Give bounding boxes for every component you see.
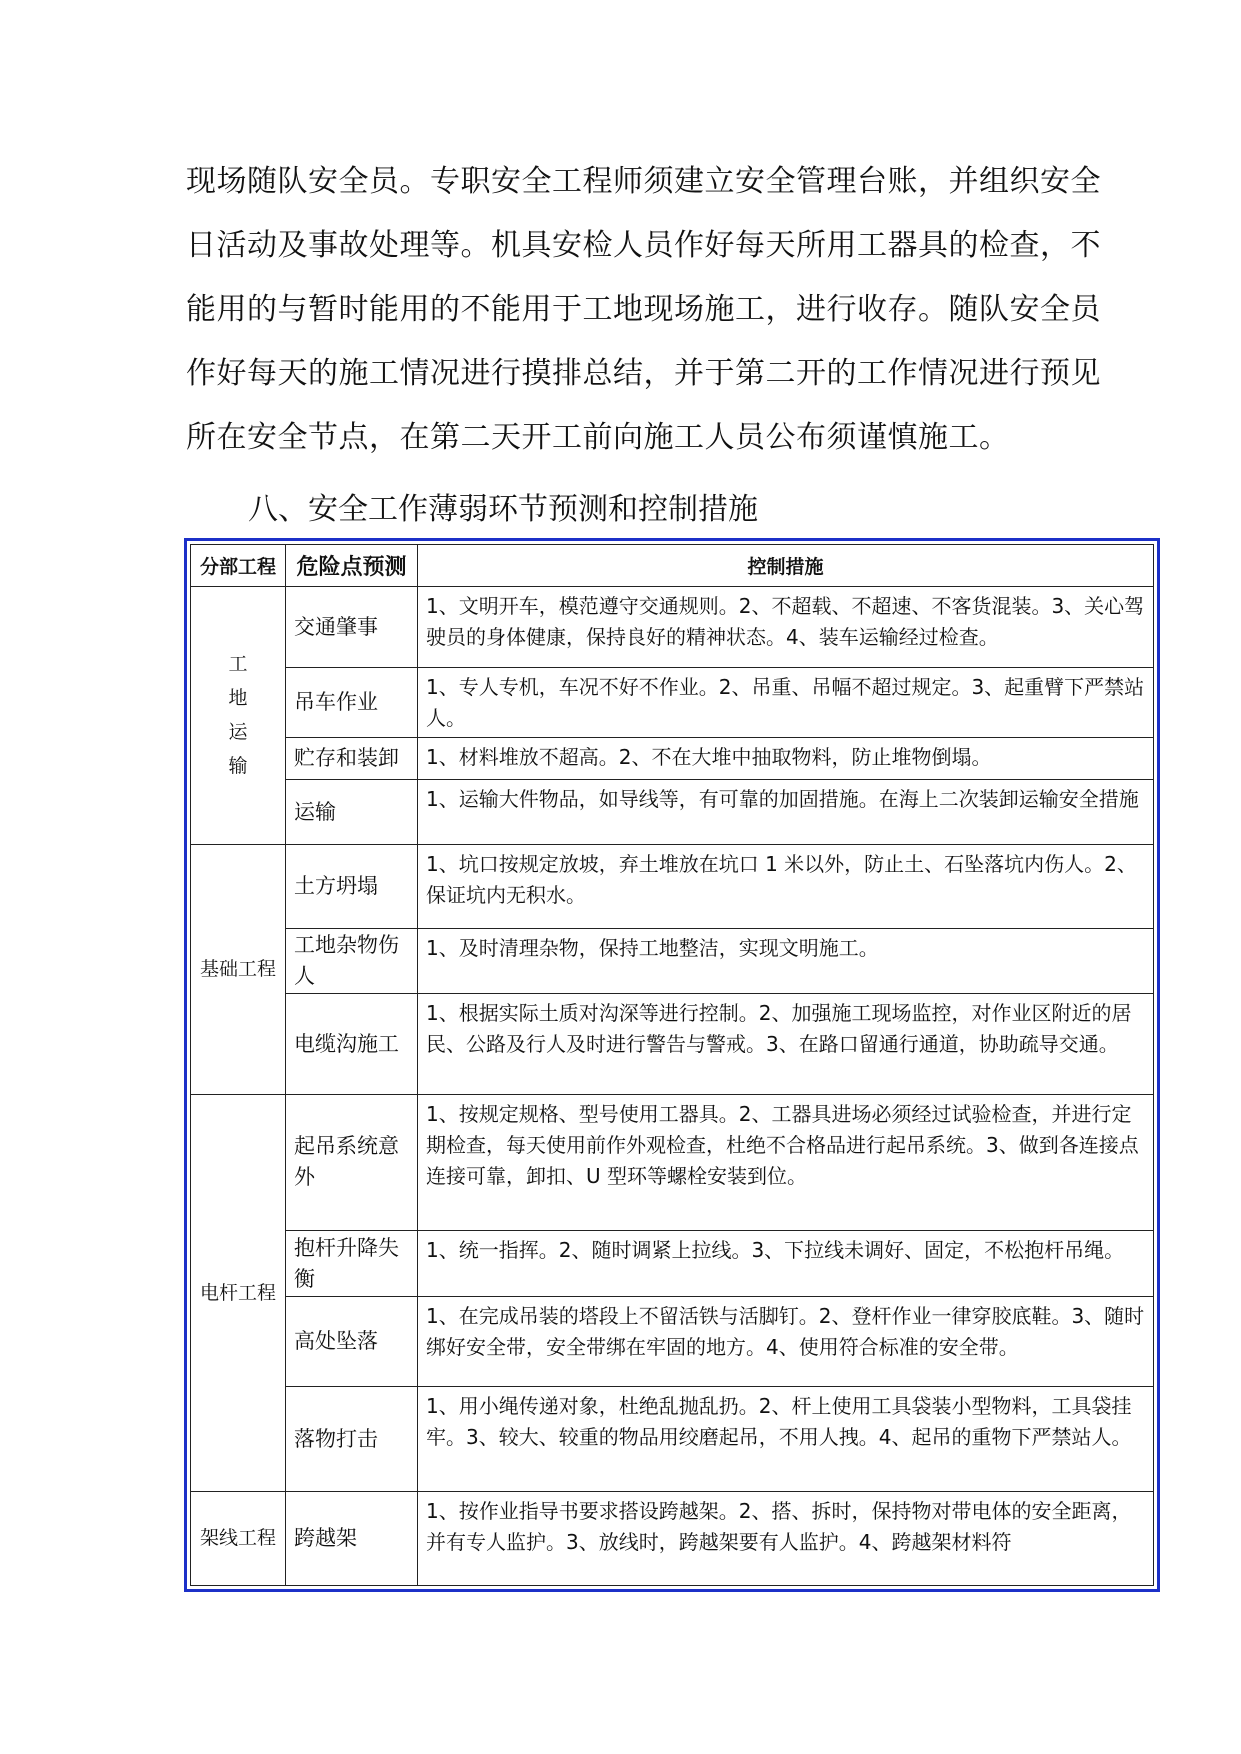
table-row — [191, 668, 1154, 738]
section-char: 地 — [228, 687, 248, 710]
section-cell: 电杆工程 — [191, 1094, 286, 1491]
header-measures: 控制措施 — [418, 545, 1154, 587]
intro-line: 作好每天的施工情况进行摸排总结，并于第二开的工作情况进行预见 — [186, 356, 1101, 391]
table-row — [191, 586, 1154, 668]
table-row — [191, 780, 1154, 845]
hazard-cell: 抱杆升降失衡 — [286, 1230, 418, 1297]
intro-line: 现场随队安全员。专职安全工程师须建立安全管理台账，并组织安全 — [186, 164, 1101, 199]
section-heading: 八、安全工作薄弱环节预测和控制措施 — [248, 492, 758, 527]
section-char: 运 — [228, 721, 248, 744]
table-row — [191, 1094, 1154, 1230]
section-char: 工 — [228, 653, 248, 676]
hazard-cell: 土方坍塌 — [286, 844, 418, 928]
measure-cell: 1、及时清理杂物，保持工地整洁，实现文明施工。 — [418, 928, 1154, 994]
table-row — [191, 994, 1154, 1094]
safety-measures-table — [190, 544, 1154, 1586]
intro-line: 日活动及事故处理等。机具安检人员作好每天所用工器具的检查，不 — [186, 228, 1101, 263]
hazard-cell: 贮存和装卸 — [286, 738, 418, 780]
section-cell: 架线工程 — [191, 1491, 286, 1585]
safety-table-frame — [184, 538, 1160, 1592]
measure-cell: 1、按规定规格、型号使用工器具。2、工器具进场必须经过试验检查，并进行定期检查，每天使用前作外观检查，杜绝不合格品进行起吊系统。3、做到各连接点连接可靠，卸扣、U 型环等螺栓安装到位。 — [418, 1094, 1154, 1230]
hazard-cell: 高处坠落 — [286, 1297, 418, 1387]
hazard-cell: 运输 — [286, 780, 418, 845]
hazard-cell: 交通肇事 — [286, 586, 418, 668]
measure-cell: 1、用小绳传递对象，杜绝乱抛乱扔。2、杆上使用工具袋装小型物料，工具袋挂牢。3、较大、较重的物品用绞磨起吊，不用人拽。4、起吊的重物下严禁站人。 — [418, 1387, 1154, 1492]
measure-cell: 1、统一指挥。2、随时调紧上拉线。3、下拉线未调好、固定，不松抱杆吊绳。 — [418, 1230, 1154, 1297]
measure-cell: 1、在完成吊装的塔段上不留活铁与活脚钉。2、登杆作业一律穿胶底鞋。3、随时绑好安全带，安全带绑在牢固的地方。4、使用符合标准的安全带。 — [418, 1297, 1154, 1387]
table-row — [191, 1491, 1154, 1585]
table-row — [191, 844, 1154, 928]
measure-cell: 1、文明开车，模范遵守交通规则。2、不超载、不超速、不客货混装。3、关心驾驶员的身体健康，保持良好的精神状态。4、装车运输经过检查。 — [418, 586, 1154, 668]
measure-cell: 1、按作业指导书要求搭设跨越架。2、搭、拆时，保持物对带电体的安全距离，并有专人监护。3、放线时，跨越架要有人监护。4、跨越架材料符 — [418, 1491, 1154, 1585]
measure-cell: 1、运输大件物品，如导线等，有可靠的加固措施。在海上二次装卸运输安全措施 — [418, 780, 1154, 845]
table-header-row — [191, 545, 1154, 587]
section-cell: 基础工程 — [191, 844, 286, 1094]
hazard-cell: 落物打击 — [286, 1387, 418, 1492]
section-char: 输 — [228, 755, 248, 778]
table-row — [191, 1230, 1154, 1297]
measure-cell: 1、专人专机，车况不好不作业。2、吊重、吊幅不超过规定。3、起重臂下严禁站人。 — [418, 668, 1154, 738]
section-cell — [191, 586, 286, 844]
intro-line: 能用的与暂时能用的不能用于工地现场施工，进行收存。随队安全员 — [186, 292, 1101, 327]
table-row — [191, 928, 1154, 994]
measure-cell: 1、材料堆放不超高。2、不在大堆中抽取物料，防止堆物倒塌。 — [418, 738, 1154, 780]
intro-line: 所在安全节点，在第二天开工前向施工人员公布须谨慎施工。 — [186, 420, 1010, 455]
measure-cell: 1、坑口按规定放坡，弃土堆放在坑口 1 米以外，防止土、石坠落坑内伤人。2、保证坑内无积水。 — [418, 844, 1154, 928]
hazard-cell: 吊车作业 — [286, 668, 418, 738]
hazard-cell: 起吊系统意外 — [286, 1094, 418, 1230]
hazard-cell: 工地杂物伤人 — [286, 928, 418, 994]
header-section: 分部工程 — [191, 545, 286, 587]
intro-paragraph — [186, 150, 1101, 470]
hazard-cell: 跨越架 — [286, 1491, 418, 1585]
table-row — [191, 1297, 1154, 1387]
header-risk: 危险点预测 — [286, 545, 418, 587]
table-row — [191, 1387, 1154, 1492]
measure-cell: 1、根据实际土质对沟深等进行控制。2、加强施工现场监控，对作业区附近的居民、公路及行人及时进行警告与警戒。3、在路口留通行通道，协助疏导交通。 — [418, 994, 1154, 1094]
table-row — [191, 738, 1154, 780]
hazard-cell: 电缆沟施工 — [286, 994, 418, 1094]
